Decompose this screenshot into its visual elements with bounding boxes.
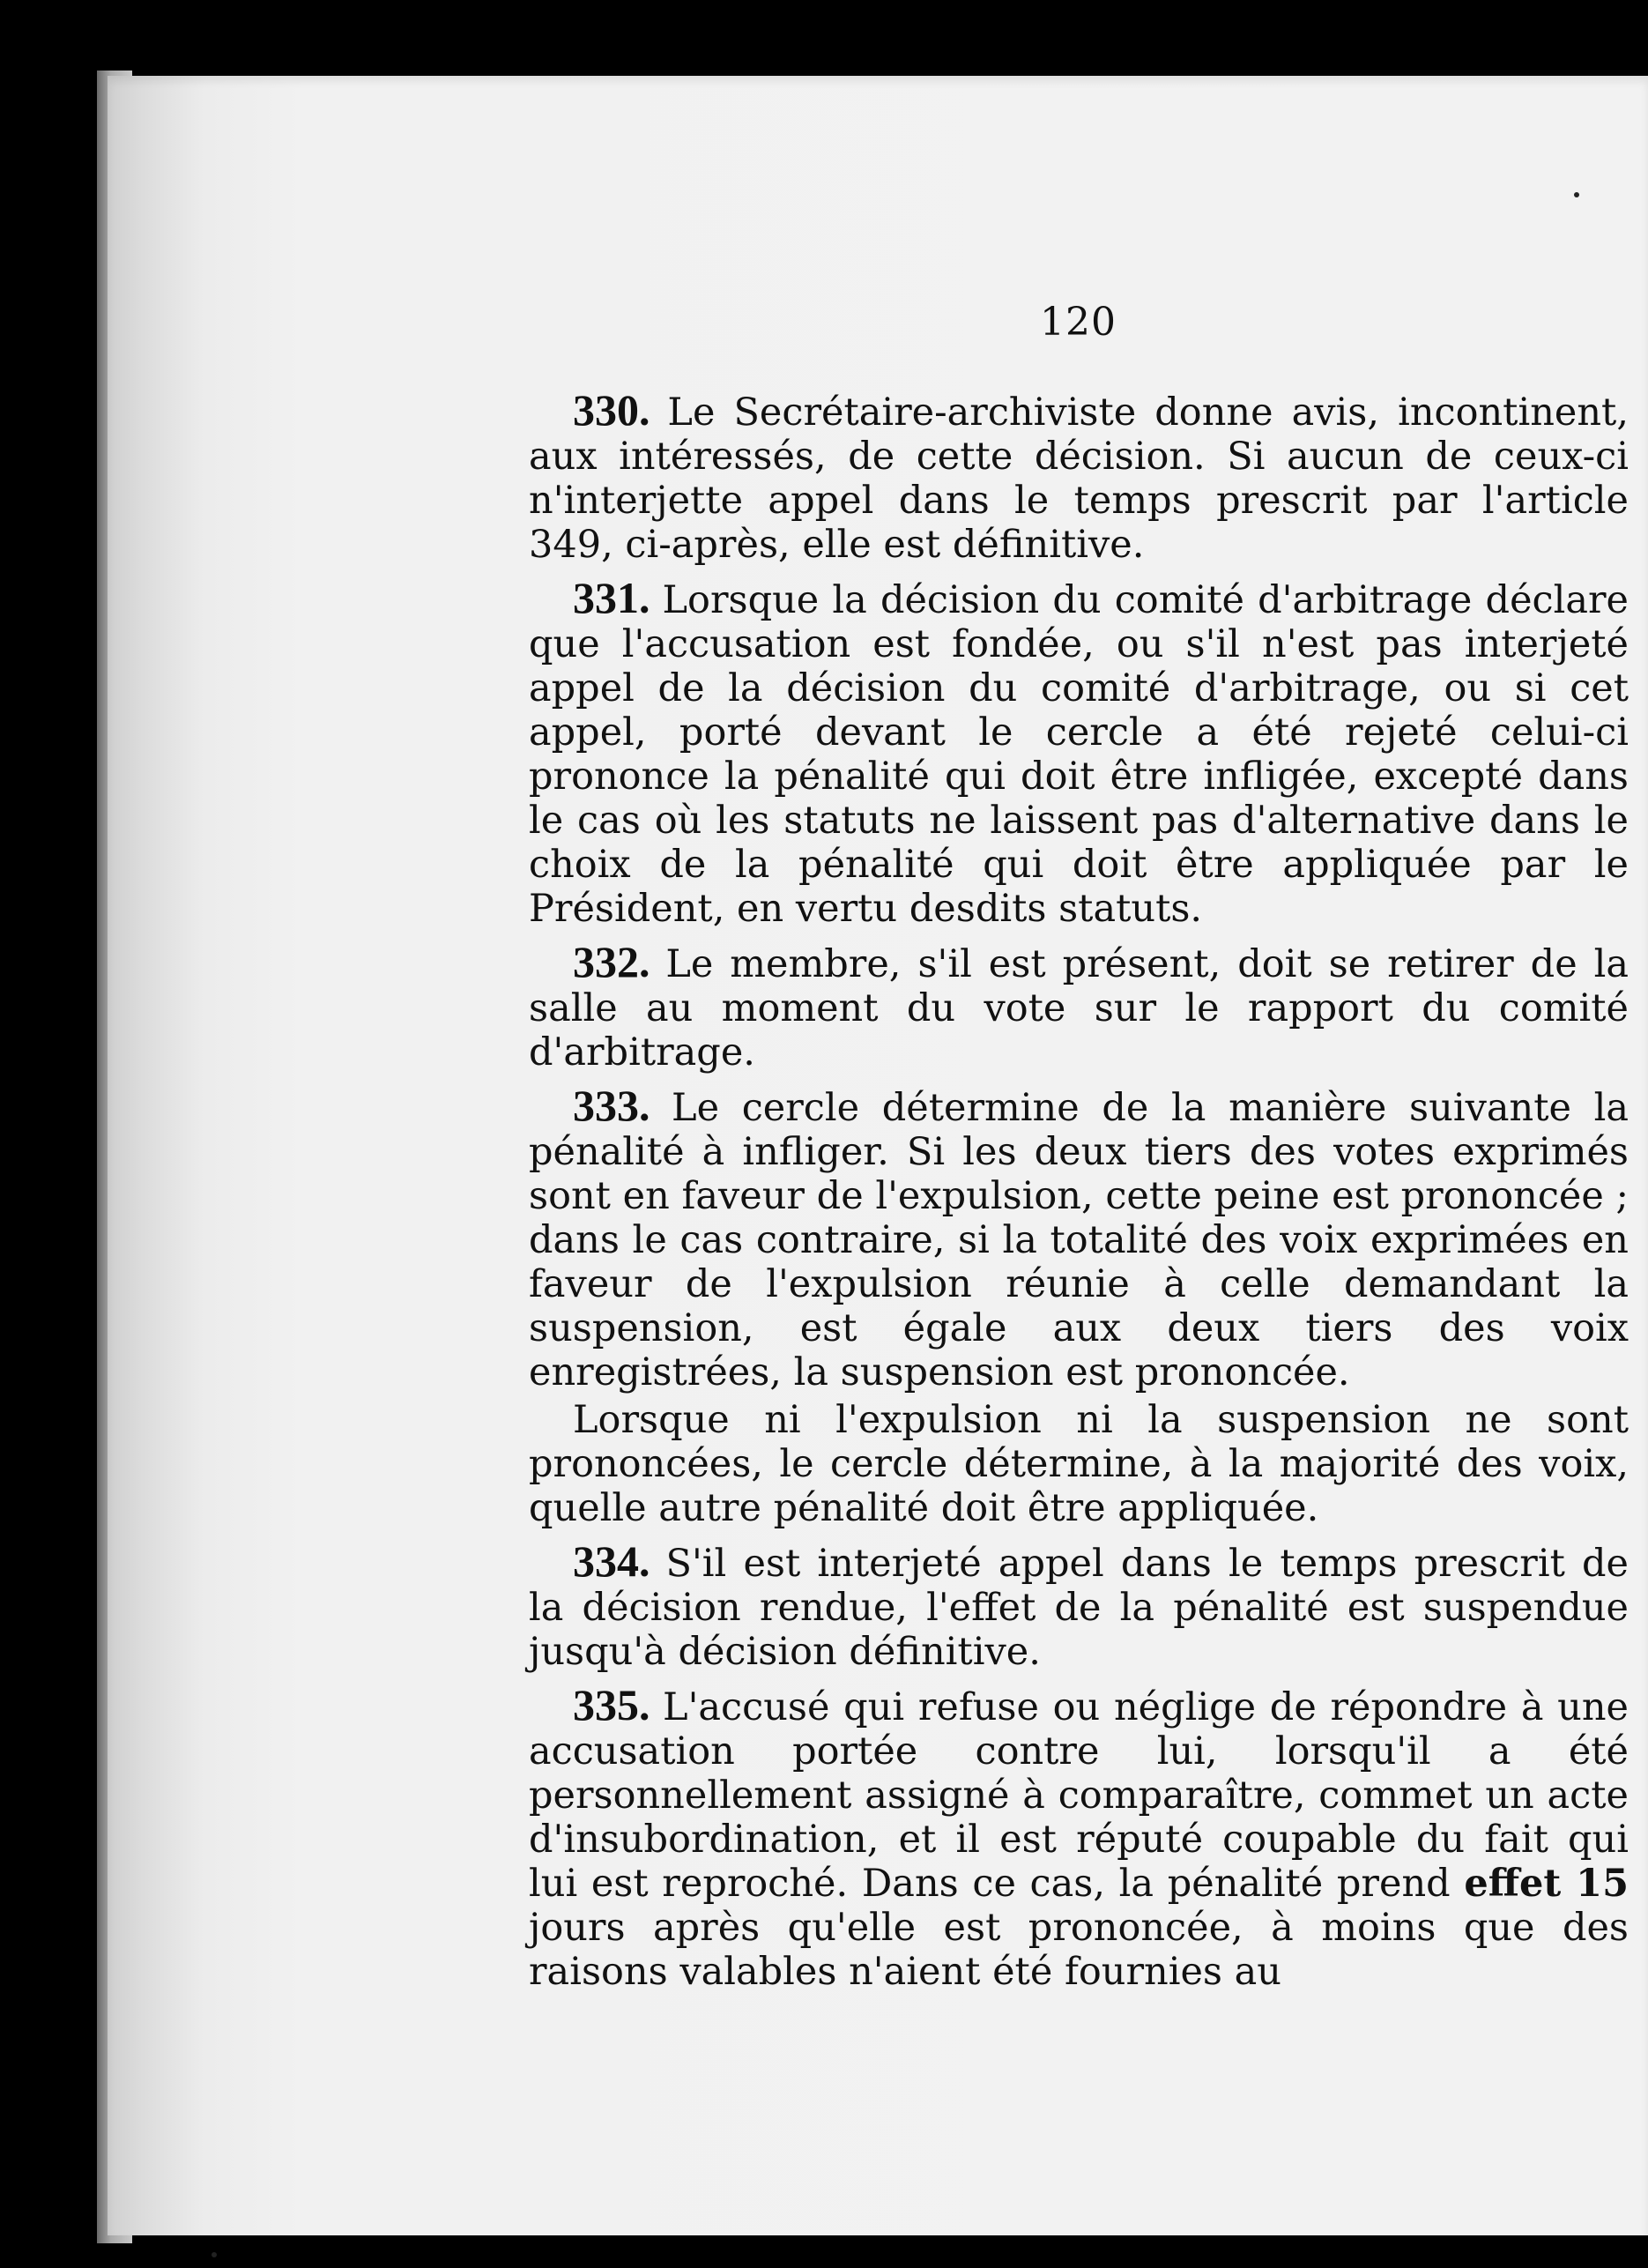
paragraph-331: 331. Lorsque la décision du comité d'arbitrage déclare que l'accusation est fondée, ou s'il n'est pas interjeté appel de la décision du comité d'arbitrage, ou si cet appel, porté devant le cercle a été rejeté celui-ci prononce la pénalité qui doit être infligée, excepté dans le cas où les statuts ne laissent pas d'alternative dans le choix de la pénalité qui doit être appliquée par le Président, en vertu desdits statuts. bbox=[529, 573, 1629, 931]
article-number: 332 bbox=[573, 937, 639, 986]
paragraph-text-tail: jours après qu'elle est prononcée, à moins que des raisons valables n'aient été fournies au bbox=[529, 1906, 1629, 1994]
paragraph-335: 335. L'accusé qui refuse ou néglige de répondre à une accusation portée contre lui, lorsqu'il a été personnellement assigné à comparaître, commet un acte d'insubordination, et il est réputé coupable du fait qui lui est reproché. Dans ce cas, la pénalité prend effet 15 jours après qu'elle est prononcée, à moins que des raisons valables n'aient été fournies au bbox=[529, 1680, 1629, 1994]
article-number: 330 bbox=[573, 385, 639, 435]
page-number: 120 bbox=[1040, 300, 1117, 345]
article-number: 333 bbox=[573, 1081, 639, 1130]
paragraph-text: Le membre, s'il est présent, doit se retirer de la salle au moment du vote sur le rapport du comité d'arbitrage. bbox=[529, 942, 1629, 1075]
paragraph-text: Lorsque la décision du comité d'arbitrage déclare que l'accusation est fondée, ou s'il n'est pas interjeté appel de la décision du comité d'arbitrage, ou si cet appel, porté devant le cercle a été rejeté celui-ci prononce la pénalité qui doit être infligée, excepté dans le cas où les statuts ne laissent pas d'alternative dans le choix de la pénalité qui doit être appliquée par le Président, en vertu desdits statuts. bbox=[529, 578, 1629, 931]
paragraph-text: L'accusé qui refuse ou néglige de répondre à une accusation portée contre lui, lorsqu'il a été personnellement assigné à comparaître, commet un acte d'insubordination, et il est réputé coupable du fait qui lui est reproché. Dans ce cas, la pénalité prend bbox=[529, 1685, 1629, 1906]
paragraph-text: Le cercle détermine de la manière suivante la pénalité à infliger. Si les deux tiers des votes exprimés sont en faveur de l'expulsion, cette peine est prononcée ; dans le cas contraire, si la totalité des voix exprimées en faveur de l'expulsion réunie à celle demandant la suspension, est égale aux deux tiers des voix enregistrées, la suspension est prononcée. bbox=[529, 1086, 1629, 1394]
paragraph-333-continued bbox=[529, 1398, 1629, 1530]
article-number: 335 bbox=[573, 1680, 639, 1729]
scan-speck bbox=[1574, 192, 1579, 197]
paragraph-330: 330. Le Secrétaire-archiviste donne avis, incontinent, aux intéressés, de cette décision. Si aucun de ceux-ci n'interjette appel dans le temps prescrit par l'article 349, ci-après, elle est définitive. bbox=[529, 385, 1629, 567]
paragraph-text: Lorsque ni l'expulsion ni la suspension ne sont prononcées, le cercle détermine, à la majorité des voix, quelle autre pénalité doit être appliquée. bbox=[529, 1398, 1629, 1530]
paragraph-334: 334. S'il est interjeté appel dans le temps prescrit de la décision rendue, l'effet de la pénalité est suspendue jusqu'à décision définitive. bbox=[529, 1536, 1629, 1674]
paragraph-text: S'il est interjeté appel dans le temps prescrit de la décision rendue, l'effet de la pénalité est suspendue jusqu'à décision définitive. bbox=[529, 1542, 1629, 1674]
paragraph-333: 333. Le cercle détermine de la manière suivante la pénalité à infliger. Si les deux tiers des votes exprimés sont en faveur de l'expulsion, cette peine est prononcée ; dans le cas contraire, si la totalité des voix exprimées en faveur de l'expulsion réunie à celle demandant la suspension, est égale aux deux tiers des voix enregistrées, la suspension est prononcée. bbox=[529, 1081, 1629, 1394]
paragraph-332: 332. Le membre, s'il est présent, doit se retirer de la salle au moment du vote sur le rapport du comité d'arbitrage. bbox=[529, 937, 1629, 1075]
emphasis-text: effet 15 bbox=[1464, 1862, 1629, 1906]
article-number: 334 bbox=[573, 1536, 639, 1586]
page-body bbox=[529, 385, 1629, 1994]
article-number: 331 bbox=[573, 573, 639, 622]
paragraph-text: Le Secrétaire-archiviste donne avis, incontinent, aux intéressés, de cette décision. Si aucun de ceux-ci n'interjette appel dans le temps prescrit par l'article 349, ci-après, elle est définitive. bbox=[529, 390, 1629, 567]
scan-speck bbox=[212, 2252, 217, 2257]
